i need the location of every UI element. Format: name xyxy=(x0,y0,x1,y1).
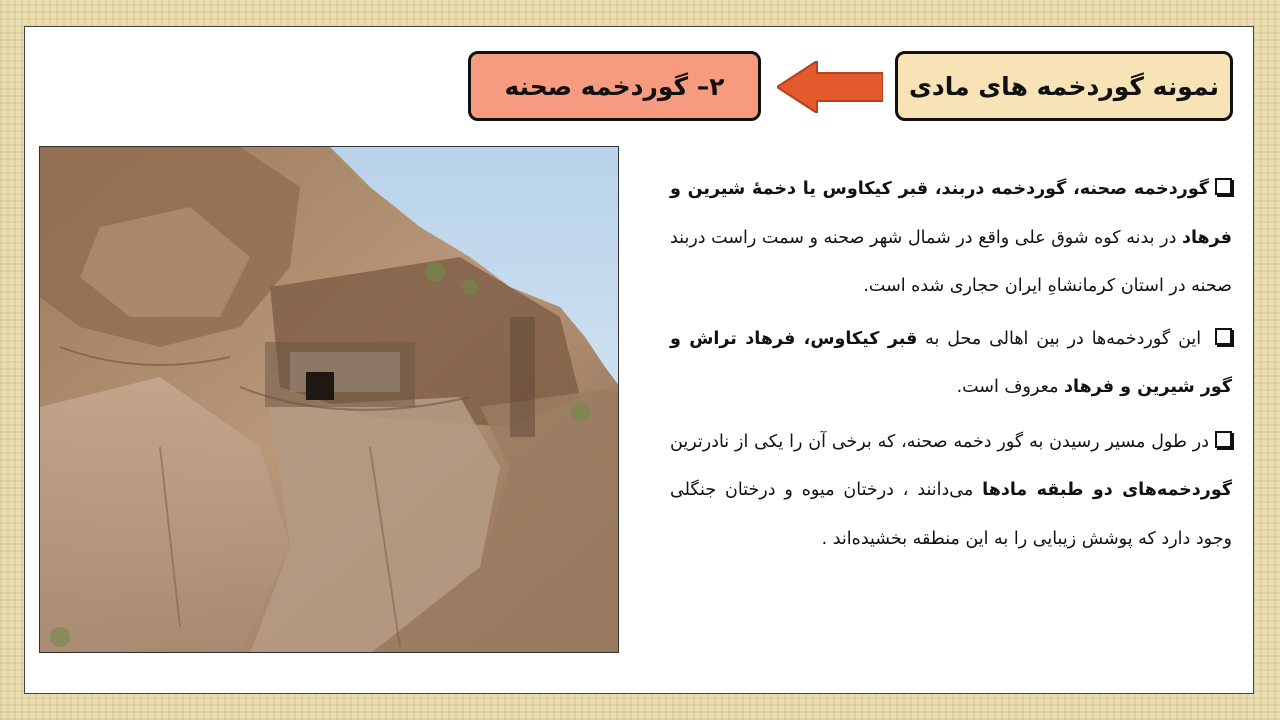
paragraph-text: این گوردخمه‌ها در بین اهالی محل به xyxy=(917,328,1209,349)
checkbox-icon xyxy=(1215,431,1232,448)
paragraph-text: در طول مسیر رسیدن به گور دخمه صحنه، که برخی آن را یکی از نادرترین xyxy=(670,431,1209,452)
bold-text: گوردخمه صحنه، گوردخمه دربند، قبر کیکاوس یا دخمهٔ شیرین و فرهاد xyxy=(670,179,1232,248)
bullet-paragraph xyxy=(670,165,1232,311)
arrow-left-icon xyxy=(777,61,883,113)
slide-title xyxy=(895,51,1233,121)
bold-text: گوردخمه‌های دو طبقه مادها xyxy=(982,480,1232,500)
checkbox-icon xyxy=(1215,328,1232,345)
rock-cliff-tomb-photo xyxy=(40,147,619,653)
slide-title-text: نمونه گوردخمه های مادی xyxy=(908,71,1220,101)
text-content xyxy=(670,165,1232,567)
checkbox-icon xyxy=(1215,178,1232,195)
paragraph-text: در بدنه کوه شوق علی واقع در شمال شهر صحنه و سمت راست دربند صحنه در استان کرمانشاهِ ایران حجاری شده است. xyxy=(670,227,1232,296)
paragraph-text: معروف است. xyxy=(956,377,1065,397)
tomb-photo xyxy=(39,146,619,653)
bullet-paragraph xyxy=(670,315,1232,412)
bullet-paragraph xyxy=(670,418,1232,564)
bold-text: قبر کیکاوس، فرهاد تراش و گور شیرین و فرهاد xyxy=(670,328,1232,397)
slide-canvas xyxy=(24,26,1254,694)
section-subtitle xyxy=(468,51,761,121)
section-subtitle-text: ۲– گوردخمه صحنه xyxy=(504,71,725,101)
paragraph-text: می‌دانند ، درختان میوه و درختان جنگلی وجود دارد که پوشش زیبایی را به این منطقه بخشیده‌اند . xyxy=(670,480,1232,549)
